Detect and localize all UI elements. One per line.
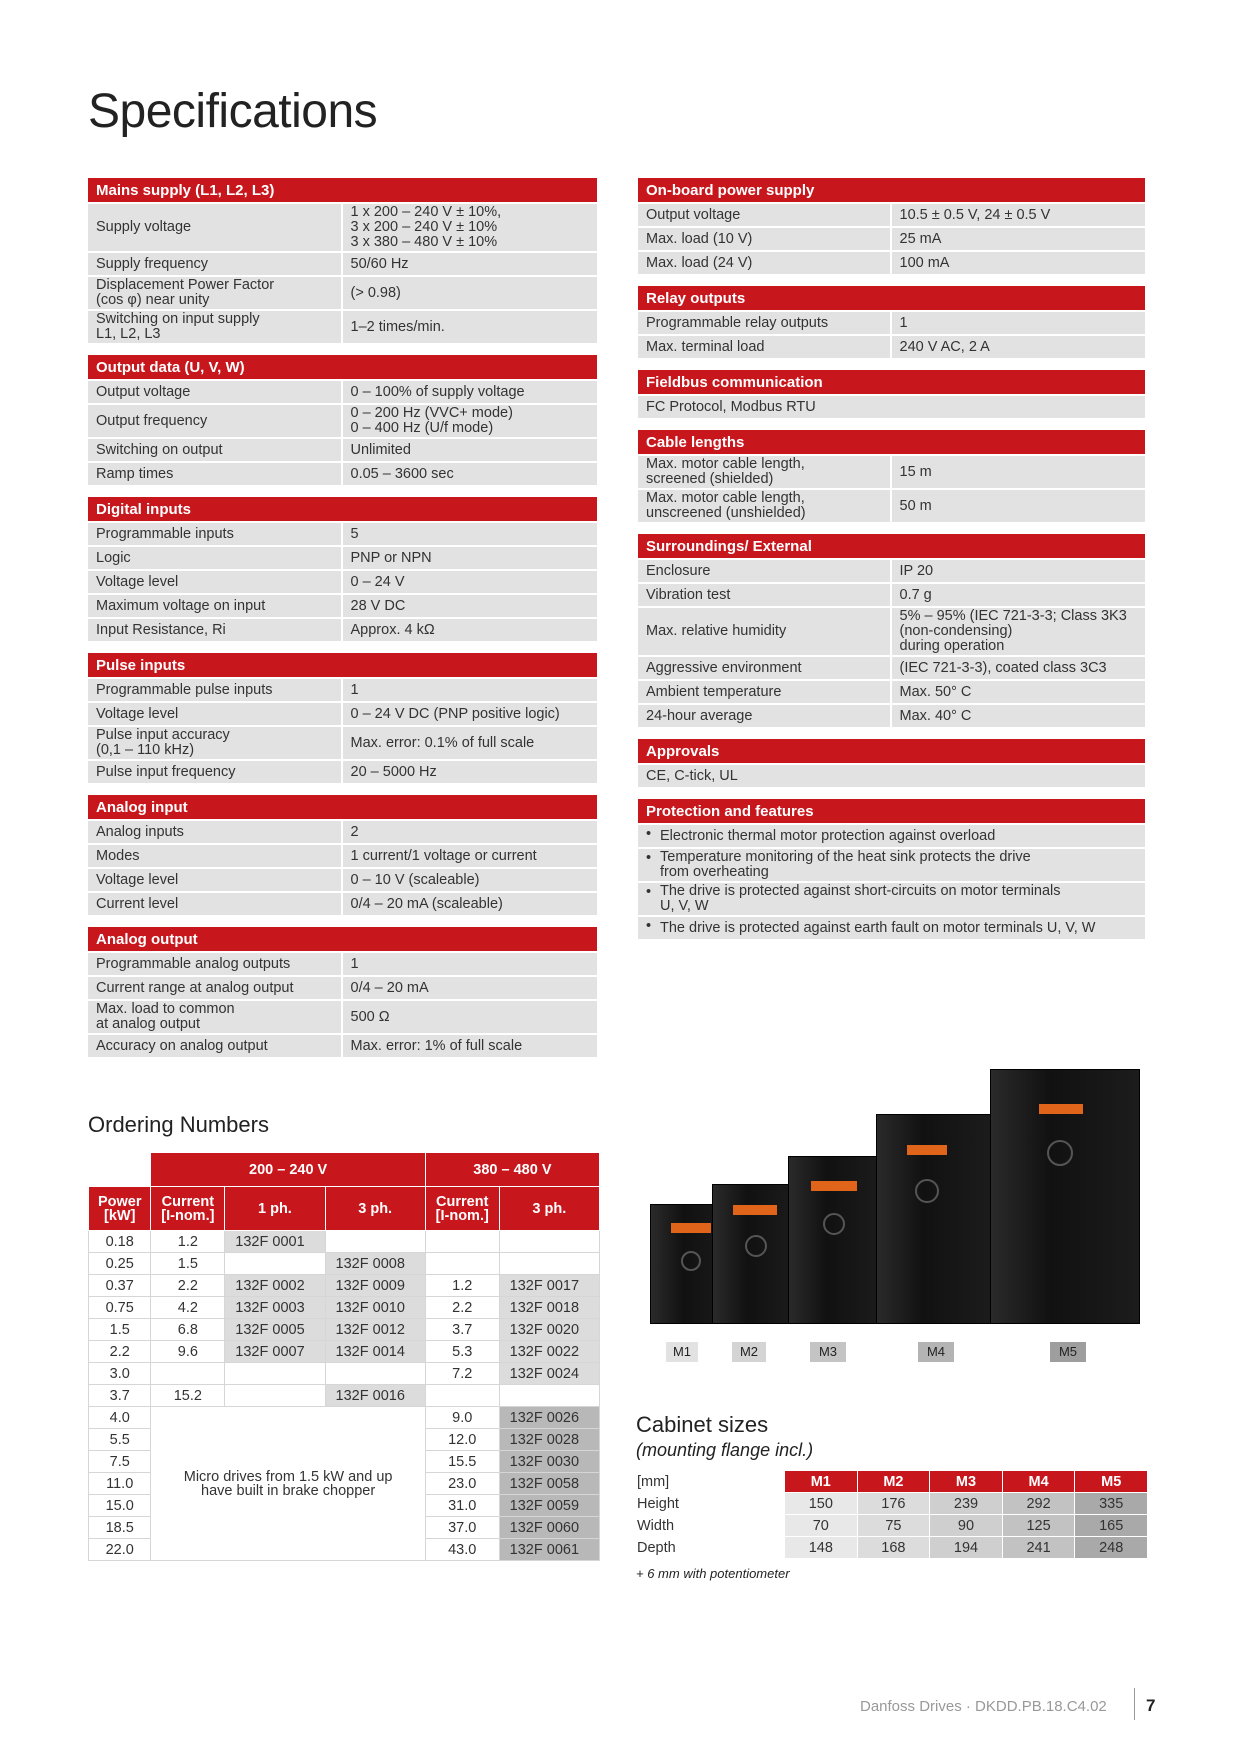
spec-row	[638, 657, 1145, 679]
group-header: 200 – 240 V	[151, 1153, 425, 1187]
spec-value: 50/60 Hz	[343, 253, 598, 275]
spec-row	[638, 396, 1145, 418]
spec-label: Aggressive environment	[638, 657, 892, 679]
column-header: Power [kW]	[89, 1187, 151, 1231]
table-cell	[225, 1385, 325, 1407]
group-header: 380 – 480 V	[425, 1153, 599, 1187]
spec-value: Max. error: 0.1% of full scale	[343, 727, 598, 759]
table-cell: 3.7	[425, 1319, 499, 1341]
spec-row	[88, 523, 597, 545]
spec-label: Output frequency	[88, 405, 343, 437]
table-row	[89, 1363, 600, 1385]
spec-label: Max. terminal load	[638, 336, 892, 358]
section-header: Mains supply (L1, L2, L3)	[88, 178, 597, 202]
spec-value: 10.5 ± 0.5 V, 24 ± 0.5 V	[892, 204, 1146, 226]
spec-value: 1	[343, 953, 598, 975]
table-cell: 3.7	[89, 1385, 151, 1407]
spec-label: Modes	[88, 845, 343, 867]
table-cell: 43.0	[425, 1539, 499, 1561]
table-row	[89, 1385, 600, 1407]
table-cell: 132F 0007	[225, 1341, 325, 1363]
spec-label: Current range at analog output	[88, 977, 343, 999]
table-row	[89, 1253, 600, 1275]
spec-row	[88, 821, 597, 843]
spec-section	[88, 793, 597, 917]
spec-label: Programmable analog outputs	[88, 953, 343, 975]
spec-label: Max. load (10 V)	[638, 228, 892, 250]
table-cell: 12.0	[425, 1429, 499, 1451]
spec-row	[88, 204, 597, 251]
spec-value: 0 – 10 V (scaleable)	[343, 869, 598, 891]
spec-label: Maximum voltage on input	[88, 595, 343, 617]
table-cell: 132F 0018	[499, 1297, 599, 1319]
spec-label: Pulse input frequency	[88, 761, 343, 783]
table-row	[89, 1231, 600, 1253]
table-cell: 23.0	[425, 1473, 499, 1495]
spec-label: Ramp times	[88, 463, 343, 485]
table-row	[637, 1537, 1148, 1559]
table-row	[89, 1319, 600, 1341]
spec-row	[88, 547, 597, 569]
spec-value: IP 20	[892, 560, 1146, 582]
table-cell: 0.37	[89, 1275, 151, 1297]
spec-section	[638, 428, 1145, 524]
spec-section	[88, 176, 597, 345]
spec-label: Pulse input accuracy (0,1 – 110 kHz)	[88, 727, 343, 759]
dimension-value: 292	[1002, 1493, 1075, 1515]
table-cell: 11.0	[89, 1473, 151, 1495]
spec-value: (> 0.98)	[343, 277, 598, 309]
table-cell: 132F 0028	[499, 1429, 599, 1451]
spec-label: Max. load to common at analog output	[88, 1001, 343, 1033]
spec-row	[638, 681, 1145, 703]
spec-row	[638, 312, 1145, 334]
spec-label: Switching on output	[88, 439, 343, 461]
spec-section	[638, 737, 1145, 789]
spec-value: 0 – 24 V	[343, 571, 598, 593]
spec-label: Current level	[88, 893, 343, 915]
spec-section	[88, 651, 597, 785]
size-tag-m5: M5	[1050, 1342, 1086, 1362]
size-header: M3	[930, 1471, 1003, 1493]
spec-label: Input Resistance, Ri	[88, 619, 343, 641]
table-cell: 4.2	[151, 1297, 225, 1319]
drive-m3-image	[788, 1156, 884, 1324]
table-cell: 18.5	[89, 1517, 151, 1539]
table-cell: 132F 0060	[499, 1517, 599, 1539]
spec-value: 100 mA	[892, 252, 1146, 274]
spec-value: 0 – 100% of supply voltage	[343, 381, 598, 403]
section-header: Pulse inputs	[88, 653, 597, 677]
spec-value: 5	[343, 523, 598, 545]
dimension-value: 335	[1075, 1493, 1148, 1515]
size-tag-m3: M3	[810, 1342, 846, 1362]
spec-label: Accuracy on analog output	[88, 1035, 343, 1057]
cabinet-table	[636, 1470, 1148, 1559]
spec-value: 0.05 – 3600 sec	[343, 463, 598, 485]
spec-label: Output voltage	[638, 204, 892, 226]
spec-value: CE, C-tick, UL	[638, 765, 1145, 787]
spec-row	[88, 1035, 597, 1057]
table-cell: 0.18	[89, 1231, 151, 1253]
spec-label: Output voltage	[88, 381, 343, 403]
table-cell: 22.0	[89, 1539, 151, 1561]
dimension-value: 248	[1075, 1537, 1148, 1559]
spec-value: (IEC 721-3-3), coated class 3C3	[892, 657, 1146, 679]
ordering-table	[88, 1152, 600, 1561]
dimension-value: 165	[1075, 1515, 1148, 1537]
table-cell: 4.0	[89, 1407, 151, 1429]
section-header: On-board power supply	[638, 178, 1145, 202]
table-row	[89, 1297, 600, 1319]
spec-section	[88, 353, 597, 487]
dimension-value: 168	[857, 1537, 930, 1559]
spec-value: FC Protocol, Modbus RTU	[638, 396, 1145, 418]
table-cell: 132F 0010	[325, 1297, 425, 1319]
spec-value: 0 – 200 Hz (VVC+ mode) 0 – 400 Hz (U/f mode)	[343, 405, 598, 437]
section-header: Protection and features	[638, 799, 1145, 823]
spec-row	[88, 595, 597, 617]
spec-row	[88, 953, 597, 975]
table-cell: 15.2	[151, 1385, 225, 1407]
table-cell	[225, 1363, 325, 1385]
table-row	[637, 1515, 1148, 1537]
spec-label: 24-hour average	[638, 705, 892, 727]
table-cell: 132F 0005	[225, 1319, 325, 1341]
table-cell: 15.5	[425, 1451, 499, 1473]
spec-value: 500 Ω	[343, 1001, 598, 1033]
column-header: 3 ph.	[499, 1187, 599, 1231]
dimension-value: 150	[785, 1493, 858, 1515]
feature-row	[638, 883, 1145, 915]
size-header: M4	[1002, 1471, 1075, 1493]
table-cell: 132F 0017	[499, 1275, 599, 1297]
table-cell: 1.2	[425, 1275, 499, 1297]
spec-label: Switching on input supply L1, L2, L3	[88, 311, 343, 343]
size-header: M5	[1075, 1471, 1148, 1493]
spec-label: Vibration test	[638, 584, 892, 606]
spec-row	[88, 977, 597, 999]
section-header: Approvals	[638, 739, 1145, 763]
spec-value: 50 m	[892, 490, 1146, 522]
section-header: Analog output	[88, 927, 597, 951]
footer-text: Danfoss Drives · DKDD.PB.18.C4.02	[860, 1698, 1107, 1715]
spec-section	[638, 368, 1145, 420]
spec-value: 1	[343, 679, 598, 701]
spec-value: 25 mA	[892, 228, 1146, 250]
table-cell	[499, 1385, 599, 1407]
dimension-label: Depth	[637, 1537, 785, 1559]
table-cell: 132F 0058	[499, 1473, 599, 1495]
column-header: 1 ph.	[225, 1187, 325, 1231]
table-cell: 132F 0003	[225, 1297, 325, 1319]
section-header: Output data (U, V, W)	[88, 355, 597, 379]
table-row	[637, 1493, 1148, 1515]
drive-m2-image	[712, 1184, 800, 1324]
spec-label: Max. motor cable length, screened (shielded)	[638, 456, 892, 488]
spec-label: Programmable inputs	[88, 523, 343, 545]
spec-value: 0/4 – 20 mA	[343, 977, 598, 999]
spec-label: Max. load (24 V)	[638, 252, 892, 274]
section-header: Relay outputs	[638, 286, 1145, 310]
table-row	[89, 1407, 600, 1429]
spec-value: PNP or NPN	[343, 547, 598, 569]
feature-row	[638, 849, 1145, 881]
table-cell: 31.0	[425, 1495, 499, 1517]
spec-row	[638, 705, 1145, 727]
table-cell: 0.75	[89, 1297, 151, 1319]
spec-section	[88, 925, 597, 1059]
table-row	[89, 1275, 600, 1297]
table-cell: 132F 0012	[325, 1319, 425, 1341]
spec-value: 1	[892, 312, 1146, 334]
spec-label: Voltage level	[88, 869, 343, 891]
dimension-value: 176	[857, 1493, 930, 1515]
feature-item: • The drive is protected against short-circuits on motor terminals U, V, W	[638, 883, 1145, 915]
spec-row	[88, 405, 597, 437]
table-cell: 1.5	[151, 1253, 225, 1275]
table-cell: 1.2	[151, 1231, 225, 1253]
dimension-label: Height	[637, 1493, 785, 1515]
cabinet-title: Cabinet sizes	[636, 1412, 769, 1437]
spec-label: Supply voltage	[88, 204, 343, 251]
spec-row	[88, 845, 597, 867]
size-header: M2	[857, 1471, 930, 1493]
drive-m4-image	[876, 1114, 994, 1324]
dimension-value: 75	[857, 1515, 930, 1537]
spec-value: 0 – 24 V DC (PNP positive logic)	[343, 703, 598, 725]
spec-label: Max. relative humidity	[638, 608, 892, 655]
spec-section	[638, 176, 1145, 276]
table-row	[89, 1341, 600, 1363]
table-cell: 132F 0016	[325, 1385, 425, 1407]
spec-row	[88, 703, 597, 725]
spec-label: Voltage level	[88, 703, 343, 725]
table-cell: 132F 0024	[499, 1363, 599, 1385]
table-cell: 7.5	[89, 1451, 151, 1473]
feature-item: • Electronic thermal motor protection against overload	[638, 825, 1145, 847]
spec-row	[638, 765, 1145, 787]
cabinet-note: + 6 mm with potentiometer	[636, 1566, 790, 1581]
table-cell: 132F 0022	[499, 1341, 599, 1363]
spec-row	[638, 336, 1145, 358]
table-cell: 0.25	[89, 1253, 151, 1275]
cabinet-subtitle: (mounting flange incl.)	[636, 1440, 814, 1460]
spec-row	[88, 761, 597, 783]
spec-section	[88, 495, 597, 643]
spec-section	[638, 532, 1145, 729]
table-cell: 2.2	[151, 1275, 225, 1297]
table-cell	[425, 1231, 499, 1253]
feature-row	[638, 825, 1145, 847]
spec-row	[88, 893, 597, 915]
spec-row	[638, 560, 1145, 582]
section-header: Cable lengths	[638, 430, 1145, 454]
spec-section	[638, 797, 1145, 941]
spec-label: Enclosure	[638, 560, 892, 582]
table-cell: 5.5	[89, 1429, 151, 1451]
spec-value: 20 – 5000 Hz	[343, 761, 598, 783]
feature-item: • Temperature monitoring of the heat sink protects the drive from overheating	[638, 849, 1145, 881]
spec-value: 240 V AC, 2 A	[892, 336, 1146, 358]
spec-label: Max. motor cable length, unscreened (unshielded)	[638, 490, 892, 522]
table-cell	[325, 1363, 425, 1385]
table-cell: 132F 0020	[499, 1319, 599, 1341]
table-cell: 9.0	[425, 1407, 499, 1429]
spec-row	[638, 228, 1145, 250]
spec-row	[88, 311, 597, 343]
dimension-value: 148	[785, 1537, 858, 1559]
spec-label: Ambient temperature	[638, 681, 892, 703]
table-cell: 9.6	[151, 1341, 225, 1363]
table-cell: 7.2	[425, 1363, 499, 1385]
spec-label: Logic	[88, 547, 343, 569]
feature-item: • The drive is protected against earth fault on motor terminals U, V, W	[638, 917, 1145, 939]
spec-label: Supply frequency	[88, 253, 343, 275]
page-title: Specifications	[88, 85, 378, 138]
spec-row	[88, 571, 597, 593]
spec-value: 1 current/1 voltage or current	[343, 845, 598, 867]
spec-row	[88, 619, 597, 641]
spec-label: Voltage level	[88, 571, 343, 593]
table-cell: 2.2	[89, 1341, 151, 1363]
spec-value: 15 m	[892, 456, 1146, 488]
spec-row	[88, 679, 597, 701]
dimension-value: 194	[930, 1537, 1003, 1559]
spec-row	[638, 584, 1145, 606]
section-header: Analog input	[88, 795, 597, 819]
table-cell: 5.3	[425, 1341, 499, 1363]
dimension-label: Width	[637, 1515, 785, 1537]
column-header: Current [I-nom.]	[425, 1187, 499, 1231]
footer-divider	[1134, 1688, 1135, 1720]
drive-m5-image	[990, 1069, 1140, 1324]
spec-value: Max. 40° C	[892, 705, 1146, 727]
spec-row	[88, 727, 597, 759]
table-cell: 3.0	[89, 1363, 151, 1385]
spec-value: 2	[343, 821, 598, 843]
spec-label: Displacement Power Factor (cos φ) near unity	[88, 277, 343, 309]
table-cell: 2.2	[425, 1297, 499, 1319]
spec-row	[638, 608, 1145, 655]
section-header: Surroundings/ External	[638, 534, 1145, 558]
spec-value: 5% – 95% (IEC 721-3-3; Class 3K3 (non-condensing) during operation	[892, 608, 1146, 655]
spec-row	[638, 252, 1145, 274]
table-cell	[425, 1385, 499, 1407]
spec-label: Programmable relay outputs	[638, 312, 892, 334]
spec-column-left	[88, 176, 597, 1067]
spec-row	[88, 869, 597, 891]
product-photo	[640, 1064, 1168, 1364]
spec-value: 1 x 200 – 240 V ± 10%, 3 x 200 – 240 V ± 10% 3 x 380 – 480 V ± 10%	[343, 204, 598, 251]
size-header: M1	[785, 1471, 858, 1493]
dimension-value: 241	[1002, 1537, 1075, 1559]
spec-row	[638, 456, 1145, 488]
spec-value: Approx. 4 kΩ	[343, 619, 598, 641]
spec-row	[638, 490, 1145, 522]
dimension-value: 90	[930, 1515, 1003, 1537]
table-cell: 15.0	[89, 1495, 151, 1517]
page-footer	[860, 1698, 1160, 1715]
spec-value: 1–2 times/min.	[343, 311, 598, 343]
spec-row	[88, 381, 597, 403]
table-cell: 1.5	[89, 1319, 151, 1341]
spec-row	[88, 277, 597, 309]
spec-row	[88, 439, 597, 461]
dimension-value: 70	[785, 1515, 858, 1537]
size-tag-m4: M4	[918, 1342, 954, 1362]
dimension-value: 239	[930, 1493, 1003, 1515]
column-header: Current [I-nom.]	[151, 1187, 225, 1231]
spec-row	[638, 204, 1145, 226]
table-cell: 37.0	[425, 1517, 499, 1539]
blank-cell	[89, 1153, 151, 1187]
table-cell	[325, 1231, 425, 1253]
spec-column-right	[638, 176, 1145, 949]
ordering-title: Ordering Numbers	[88, 1112, 269, 1137]
spec-value: Max. 50° C	[892, 681, 1146, 703]
table-cell: 132F 0002	[225, 1275, 325, 1297]
spec-value: 28 V DC	[343, 595, 598, 617]
table-cell: 132F 0008	[325, 1253, 425, 1275]
spec-section	[638, 284, 1145, 360]
table-cell	[425, 1253, 499, 1275]
spec-value: Max. error: 1% of full scale	[343, 1035, 598, 1057]
table-cell: 132F 0061	[499, 1539, 599, 1561]
spec-value: 0/4 – 20 mA (scaleable)	[343, 893, 598, 915]
unit-label: [mm]	[637, 1471, 785, 1493]
size-tag-m1: M1	[666, 1342, 698, 1362]
page-number: 7	[1146, 1696, 1156, 1715]
brake-chopper-note: Micro drives from 1.5 kW and up have built in brake chopper	[151, 1407, 425, 1561]
spec-row	[88, 463, 597, 485]
column-header: 3 ph.	[325, 1187, 425, 1231]
table-cell: 132F 0059	[499, 1495, 599, 1517]
table-cell	[225, 1253, 325, 1275]
spec-label: Analog inputs	[88, 821, 343, 843]
table-cell: 132F 0030	[499, 1451, 599, 1473]
table-cell: 132F 0009	[325, 1275, 425, 1297]
spec-value: Unlimited	[343, 439, 598, 461]
dimension-value: 125	[1002, 1515, 1075, 1537]
table-cell: 132F 0014	[325, 1341, 425, 1363]
spec-row	[88, 1001, 597, 1033]
table-cell: 132F 0001	[225, 1231, 325, 1253]
feature-row	[638, 917, 1145, 939]
spec-label: Programmable pulse inputs	[88, 679, 343, 701]
section-header: Fieldbus communication	[638, 370, 1145, 394]
table-cell: 132F 0026	[499, 1407, 599, 1429]
size-tag-m2: M2	[732, 1342, 766, 1362]
table-cell	[499, 1253, 599, 1275]
table-cell	[499, 1231, 599, 1253]
spec-row	[88, 253, 597, 275]
table-cell	[151, 1363, 225, 1385]
spec-value: 0.7 g	[892, 584, 1146, 606]
table-cell: 6.8	[151, 1319, 225, 1341]
section-header: Digital inputs	[88, 497, 597, 521]
